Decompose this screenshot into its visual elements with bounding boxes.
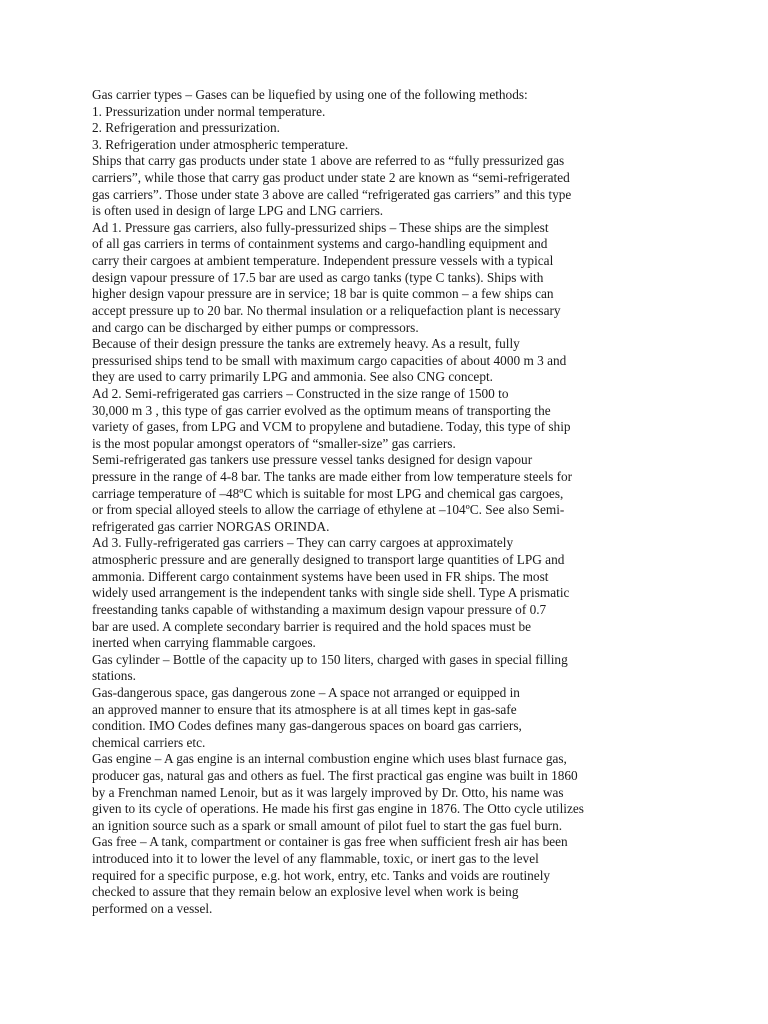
- text-line: Gas cylinder – Bottle of the capacity up to 150 liters, charged with gases in special filling: [92, 651, 568, 667]
- text-line: checked to assure that they remain below an explosive level when work is being: [92, 884, 519, 900]
- text-line: carriage temperature of –48ºC which is suitable for most LPG and chemical gas cargoes,: [92, 485, 564, 501]
- text-line: Gas free – A tank, compartment or container is gas free when sufficient fresh air has been: [92, 834, 568, 850]
- text-line: stations.: [92, 668, 136, 684]
- text-line: Ad 3. Fully-refrigerated gas carriers – They can carry cargoes at approximately: [92, 535, 514, 551]
- text-line: pressure in the range of 4-8 bar. The tanks are made either from low temperature steels for: [92, 469, 573, 485]
- text-line: pressurised ships tend to be small with maximum cargo capacities of about 4000 m 3 and: [92, 352, 567, 368]
- text-line: by a Frenchman named Lenoir, but as it was largely improved by Dr. Otto, his name was: [92, 784, 564, 800]
- text-line: performed on a vessel.: [92, 900, 213, 916]
- text-line: or from special alloyed steels to allow the carriage of ethylene at –104ºC. See also Semi-: [92, 502, 565, 518]
- text-line: Ships that carry gas products under state 1 above are referred to as “fully pressurized gas: [92, 153, 565, 169]
- text-line: Ad 1. Pressure gas carriers, also fully-pressurized ships – These ships are the simplest: [92, 219, 549, 235]
- text-line: condition. IMO Codes defines many gas-dangerous spaces on board gas carriers,: [92, 718, 522, 734]
- text-line: of all gas carriers in terms of containment systems and cargo-handling equipment and: [92, 236, 548, 252]
- text-line: 1. Pressurization under normal temperature.: [92, 103, 326, 119]
- text-line: required for a specific purpose, e.g. hot work, entry, etc. Tanks and voids are routinely: [92, 867, 551, 883]
- text-line: and cargo can be discharged by either pumps or compressors.: [92, 319, 419, 335]
- text-line: refrigerated gas carrier NORGAS ORINDA.: [92, 518, 330, 534]
- text-line: producer gas, natural gas and others as fuel. The first practical gas engine was built in 1860: [92, 767, 578, 783]
- text-line: 30,000 m 3 , this type of gas carrier evolved as the optimum means of transporting the: [92, 402, 551, 418]
- text-line: Gas-dangerous space, gas dangerous zone – A space not arranged or equipped in: [92, 684, 520, 700]
- text-line: freestanding tanks capable of withstanding a maximum design vapour pressure of 0.7: [92, 601, 547, 617]
- text-line: given to its cycle of operations. He made his first gas engine in 1876. The Otto cycle utilizes: [92, 801, 584, 817]
- text-line: atmospheric pressure and are generally designed to transport large quantities of LPG and: [92, 552, 565, 568]
- text-line: carry their cargoes at ambient temperature. Independent pressure vessels with a typical: [92, 253, 554, 269]
- text-line: widely used arrangement is the independent tanks with single side shell. Type A prismatic: [92, 585, 570, 601]
- text-line: bar are used. A complete secondary barrier is required and the hold spaces must be: [92, 618, 532, 634]
- document-body: [92, 87, 692, 917]
- text-line: higher design vapour pressure are in service; 18 bar is quite common – a few ships can: [92, 286, 554, 302]
- text-line: is often used in design of large LPG and LNG carriers.: [92, 203, 384, 219]
- text-line: design vapour pressure of 17.5 bar are used as cargo tanks (type C tanks). Ships with: [92, 269, 544, 285]
- text-line: inerted when carrying flammable cargoes.: [92, 635, 316, 651]
- text-line: an ignition source such as a spark or small amount of pilot fuel to start the gas fuel burn.: [92, 817, 563, 833]
- text-line: an approved manner to ensure that its atmosphere is at all times kept in gas-safe: [92, 701, 517, 717]
- text-line: is the most popular amongst operators of “smaller-size” gas carriers.: [92, 435, 456, 451]
- text-line: Gas carrier types – Gases can be liquefied by using one of the following methods:: [92, 87, 528, 102]
- text-line: accept pressure up to 20 bar. No thermal insulation or a reliquefaction plant is necessary: [92, 302, 561, 318]
- text-line: 3. Refrigeration under atmospheric temperature.: [92, 136, 349, 152]
- text-line: Because of their design pressure the tanks are extremely heavy. As a result, fully: [92, 336, 520, 352]
- text-line: carriers”, while those that carry gas product under state 2 are known as “semi-refrigerated: [92, 170, 570, 186]
- text-line: Gas engine – A gas engine is an internal combustion engine which uses blast furnace gas,: [92, 751, 567, 767]
- text-line: chemical carriers etc.: [92, 734, 206, 750]
- text-line: variety of gases, from LPG and VCM to propylene and butadiene. Today, this type of ship: [92, 419, 571, 435]
- text-line: Ad 2. Semi-refrigerated gas carriers – Constructed in the size range of 1500 to: [92, 385, 509, 401]
- text-line: ammonia. Different cargo containment systems have been used in FR ships. The most: [92, 568, 549, 584]
- text-line: gas carriers”. Those under state 3 above are called “refrigerated gas carriers” and this type: [92, 186, 572, 202]
- text-line: Semi-refrigerated gas tankers use pressure vessel tanks designed for design vapour: [92, 452, 533, 468]
- text-line: 2. Refrigeration and pressurization.: [92, 120, 280, 136]
- text-line: they are used to carry primarily LPG and ammonia. See also CNG concept.: [92, 369, 494, 385]
- text-line: introduced into it to lower the level of any flammable, toxic, or inert gas to the level: [92, 851, 539, 867]
